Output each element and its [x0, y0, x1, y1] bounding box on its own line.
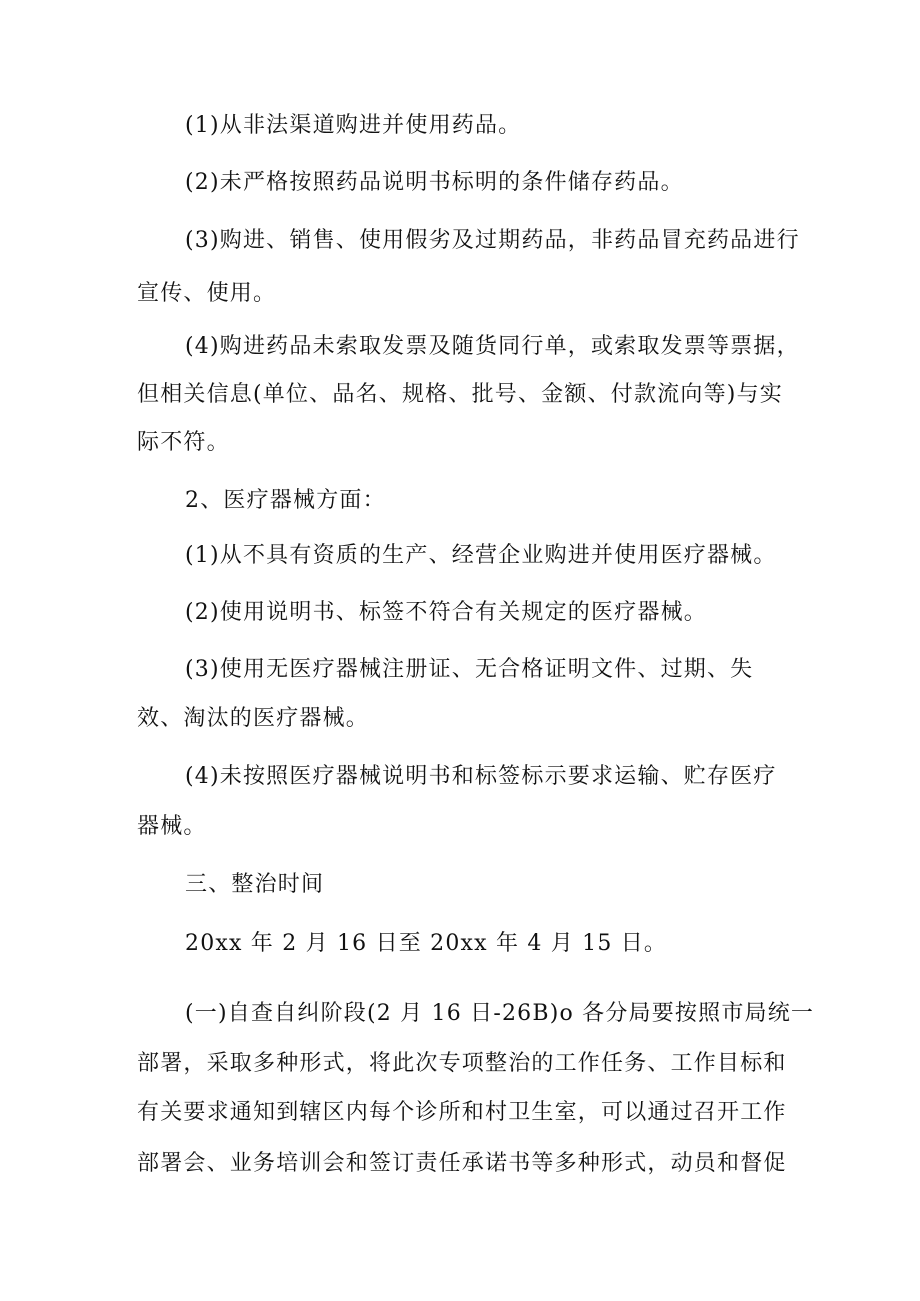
device-item-2: (2)使用说明书、标签不符合有关规定的医疗器械。	[185, 600, 707, 625]
phase-1-line-4: 部署会、业务培训会和签订责任承诺书等多种形式，动员和督促	[137, 1151, 787, 1176]
device-item-1: (1)从不具有资质的生产、经营企业购进并使用医疗器械。	[185, 543, 777, 568]
drug-item-3-line-1: (3)购进、销售、使用假劣及过期药品，非药品冒充药品进行	[185, 228, 800, 253]
drug-item-2: (2)未严格按照药品说明书标明的条件储存药品。	[185, 170, 684, 195]
device-item-3-line-1: (3)使用无医疗器械注册证、无合格证明文件、过期、失	[185, 657, 754, 682]
phase-1-line-2: 部署，采取多种形式，将此次专项整治的工作任务、工作目标和	[137, 1051, 787, 1076]
drug-item-4-line-1: (4)购进药品未索取发票及随货同行单，或索取发票等票据，	[185, 334, 800, 359]
drug-item-4-line-3: 际不符。	[137, 430, 230, 455]
drug-item-3-line-2: 宣传、使用。	[137, 281, 277, 306]
phase-1-line-3: 有关要求通知到辖区内每个诊所和村卫生室，可以通过召开工作	[137, 1100, 787, 1125]
phase-1-line-1: (一)自查自纠阶段(2 月 16 日-26B)o 各分局要按照市局统一	[185, 1001, 815, 1026]
drug-item-1: (1)从非法渠道购进并使用药品。	[185, 113, 522, 138]
device-item-4-line-2: 器械。	[137, 814, 207, 839]
time-range: 20xx 年 2 月 16 日至 20xx 年 4 月 15 日。	[185, 931, 668, 956]
section-heading-devices: 2、医疗器械方面：	[185, 488, 386, 513]
section-heading-time: 三、整治时间	[185, 872, 325, 897]
device-item-4-line-1: (4)未按照医疗器械说明书和标签标示要求运输、贮存医疗	[185, 764, 777, 789]
drug-item-4-line-2: 但相关信息(单位、品名、规格、批号、金额、付款流向等)与实	[137, 382, 783, 407]
device-item-3-line-2: 效、淘汰的医疗器械。	[137, 706, 370, 731]
